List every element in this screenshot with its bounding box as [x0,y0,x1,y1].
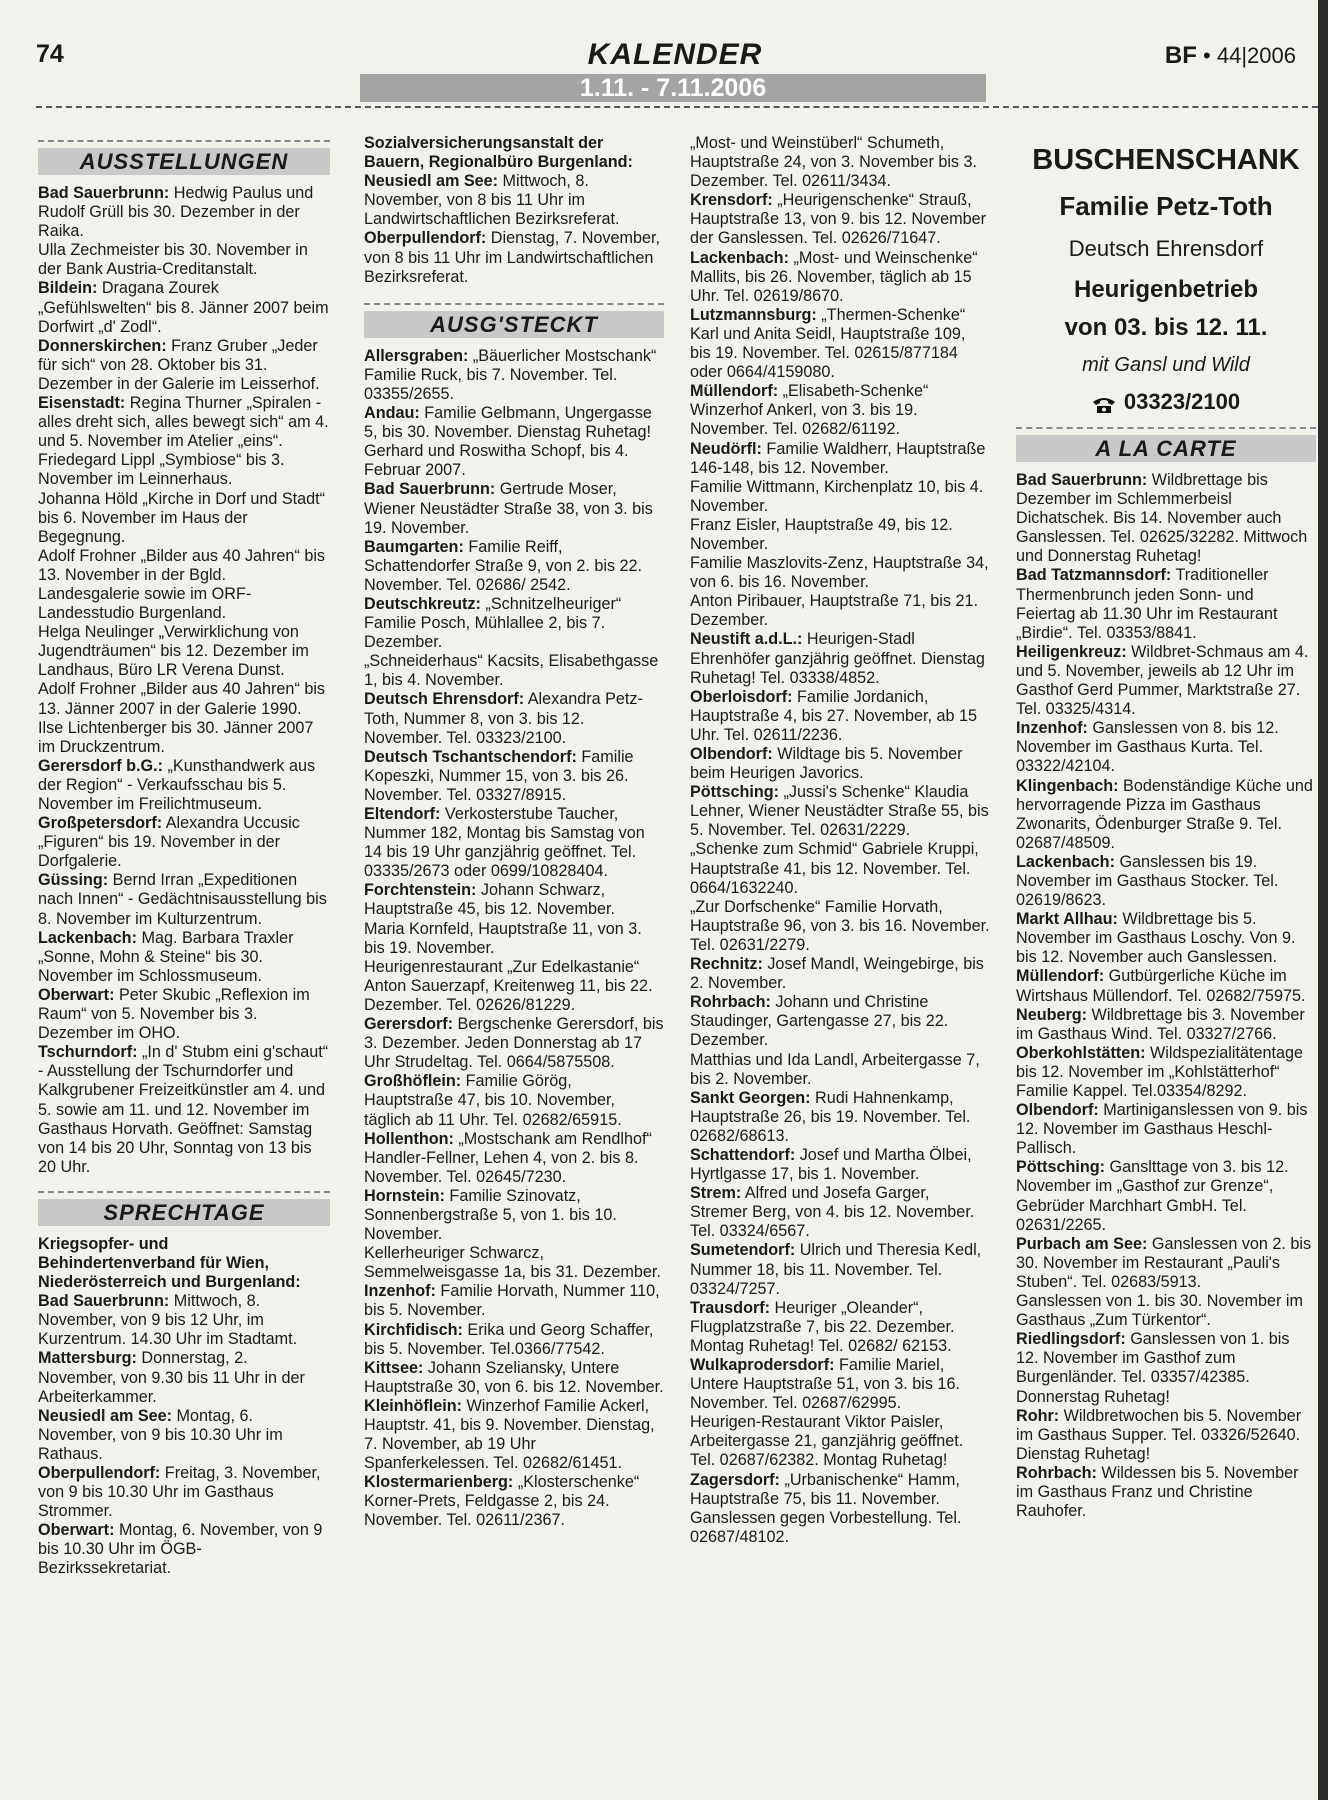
listing-place: Oberpullendorf: [364,229,487,248]
listing-place: Hollenthon: [364,1129,454,1148]
listing-text: Ganslttage von 3. bis 12. November im „Gasthof zur Grenze“, Gebrüder Marchhart GmbH. Tel. 02631/2265. [1016,1158,1289,1234]
listing-entry [364,1321,664,1359]
listing-entry [1016,719,1316,776]
listing-entry [690,630,990,687]
listing-entry [38,394,330,451]
listing-place: Lackenbach: [1016,852,1115,871]
listing-place: Bad Sauerbrunn: [364,480,496,499]
ausstellungen-list [38,184,330,1177]
listing-text: Heurigen-Restaurant Viktor Paisler, Arbeitergasse 21, ganzjährig geöffnet. Tel. 02687/62382. Montag Ruhetag! [690,1413,964,1470]
listing-place: Deutsch Ehrensdorf: [364,690,525,709]
listing-text: Ilse Lichtenberger bis 30. Jänner 2007 im Druckzentrum. [38,718,314,756]
listing-text: Heurigen-Stadl Ehrenhöfer ganzjährig geöffnet. Dienstag Ruhetag! Tel. 03338/4852. [690,630,985,687]
listing-text: Wildessen bis 5. November im Gasthaus Franz und Christine Rauhofer. [1016,1463,1299,1521]
listing-entry [690,955,990,993]
issue-number: • 44|2006 [1203,43,1296,68]
listing-entry [690,783,990,840]
listing-text: Familie Kopeszki, Nummer 15, von 3. bis 26. November. Tel. 03327/8915. [364,747,634,804]
listing-text: Ganslessen von 1. bis 12. November im Gasthof zum Burgenländer. Tel. 03357/42385. Donnerstag Ruhetag! [1016,1330,1290,1406]
buschenschank-ad [1016,144,1316,415]
listing-place: Großpetersdorf: [38,814,163,833]
listing-place: Lackenbach: [38,928,137,947]
listing-place: Allersgraben: [364,346,469,365]
listing-entry [690,516,990,554]
listing-entry [364,1015,664,1072]
header-divider [36,106,1318,108]
sprechtage-org1: Kriegsopfer- und Behindertenverband für Wien, Niederösterreich und Burgenland: [38,1234,301,1292]
listing-place: Lutzmannsburg: [690,305,817,324]
listing-text: Dragana Zourek „Gefühlswelten“ bis 8. Jänner 2007 beim Dorfwirt „d' Zodl“. [38,279,329,336]
listing-place: Kirchfidisch: [364,1320,463,1339]
listing-text: Familie Reiff, Schattendorfer Straße 9, von 2. bis 22. November. Tel. 02686/ 2542. [364,537,643,594]
listing-text: „Most- und Weinschenke“ Mallits, bis 26. November, täglich ab 15 Uhr. Tel. 02619/8670. [690,248,978,305]
publication-name: BF [1164,42,1197,69]
sprechtage-org2: Sozialversicherungsanstalt der Bauern, Regionalbüro Burgenland: [364,134,633,172]
listing-text: Freitag, 3. November, von 9 bis 10.30 Uhr im Gasthaus Strommer. [38,1464,321,1521]
listing-text: Wildbret-Schmaus am 4. und 5. November, jeweils ab 12 Uhr im Gasthof Gerd Pummer, Marktstraße 27. Tel. 03325/4314. [1016,642,1309,719]
listing-place: Oberwart: [38,985,115,1004]
listing-place: Bad Sauerbrunn: [1016,471,1148,489]
listing-text: Bernd Irran „Expeditionen nach Innen“ - Gedächtnisausstellung bis 8. November im Kulturzentrum. [38,871,327,928]
listing-text: „Most- und Weinstüberl“ Schumeth, Hauptstraße 24, von 3. November bis 3. Dezember. Tel. 02611/3434. [690,134,978,191]
listing-entry [690,554,990,592]
listing-entry [1016,1330,1316,1406]
listing-place: Oberpullendorf: [38,1464,161,1482]
listing-place: Pöttsching: [1016,1158,1106,1177]
listing-place: Neudörfl: [690,439,762,458]
listing-text: Ulrich und Theresia Kedl, Nummer 18, bis 11. November. Tel. 03324/7257. [690,1241,982,1298]
listing-entry [38,1292,330,1349]
listing-entry [364,1244,664,1282]
listing-place: Gerersdorf: [364,1015,454,1034]
listing-entry [38,547,330,623]
listing-text: Rudi Hahnenkamp, Hauptstraße 26, bis 19. November. Tel. 02682/68613. [690,1088,971,1145]
column-4 [1016,134,1316,1521]
listing-entry [38,490,330,547]
listing-entry [690,1089,990,1146]
listing-text: „Thermen-Schenke“ Karl und Anita Seidl, Hauptstraße 109, bis 19. November. Tel. 02615/877184 oder 0664/4159080. [690,305,966,382]
ausstellungen-heading: AUSSTELLUNGEN [38,148,330,175]
alacarte-header [1016,427,1316,463]
ad-phone: 03323/2100 [1123,389,1241,414]
listing-place: Bad Tatzmannsdorf: [1016,566,1172,585]
listing-place: Neusiedl am See: [38,1406,173,1425]
listing-entry [690,249,990,306]
sprechtage-list-1 [38,1292,330,1578]
alacarte-heading: A LA CARTE [1016,435,1316,462]
listing-entry [364,538,664,595]
listing-entry [364,881,664,919]
listing-text: Friedegard Lippl „Symbiose“ bis 3. November im Leinnerhaus. [38,451,285,489]
listing-text: „Zur Dorfschenke“ Familie Horvath, Hauptstraße 96, von 3. bis 16. November. Tel. 02631/2279. [690,897,990,954]
column-2 [364,134,664,1531]
listing-entry [364,1359,664,1397]
listing-entry [690,745,990,783]
listing-entry [690,306,990,382]
listing-place: Baumgarten: [364,537,464,556]
listing-entry [364,595,664,652]
listing-place: Müllendorf: [1016,967,1105,986]
ad-family: Familie Petz-Toth [1059,191,1273,221]
listing-text: Maria Kornfeld, Hauptstraße 11, von 3. bis 19. November. [364,919,642,957]
listing-text: „Klosterschenke“ Korner-Prets, Feldgasse 2, bis 24. November. Tel. 02611/2367. [364,1473,640,1530]
page-number: 74 [36,40,64,68]
listing-text: Gutbürgerliche Küche im Wirtshaus Müllendorf. Tel. 02682/75975. [1016,967,1306,1005]
listing-text: Familie Görög, Hauptstraße 47, bis 10. November, täglich ab 11 Uhr. Tel. 02682/65915. [364,1072,622,1129]
telephone-icon [1092,394,1116,412]
listing-place: Wulkaprodersdorf: [690,1356,835,1374]
listing-place: Klingenbach: [1016,776,1119,795]
listing-entry [364,690,664,747]
listing-place: Gerersdorf b.G.: [38,756,164,775]
listing-place: Eisenstadt: [38,394,126,413]
listing-text: Gertrude Moser, Wiener Neustädter Straße 38, von 3. bis 19. November. [364,480,653,537]
listing-text: Johann und Christine Staudinger, Gartengasse 27, bis 22. Dezember. [690,993,949,1050]
listing-text: Ganslessen von 8. bis 12. November im Gasthaus Kurta. Tel. 03322/42104. [1016,719,1279,776]
ausgsteckt-header [364,303,664,339]
listing-entry [1016,967,1316,1005]
listing-text: Regina Thurner „Spiralen - alles dreht sich, alles bewegt sich“ am 4. und 5. November im Atelier „eins“. [38,394,329,451]
section-title: KALENDER [587,38,763,71]
listing-text: „Schenke zum Schmid“ Gabriele Kruppi, Hauptstraße 41, bis 12. November. Tel. 0664/1632240. [690,840,979,897]
listing-text: „Schnitzelheuriger“ Familie Posch, Mühlallee 2, bis 7. Dezember. [364,594,622,652]
listing-entry [38,1521,330,1578]
listing-text: Heurigenrestaurant „Zur Edelkastanie“ Anton Sauerzapf, Kreitenweg 11, bis 22. Dezember. Tel. 02626/81229. [364,957,653,1014]
issue-info [1165,42,1296,70]
listing-place: Sankt Georgen: [690,1088,811,1107]
listing-entry [690,478,990,516]
listing-entry [38,184,330,241]
listing-entry [38,680,330,718]
listing-entry [1016,643,1316,719]
listing-entry [364,1397,664,1473]
listing-place: Deutsch Tschantschendorf: [364,747,577,766]
listing-text: „In d' Stubm eini g'schaut“ - Ausstellung der Tschurndorfer und Kalkgrubener Freizeitkünstler am 4. und 5. sowie am 11. und 12. November im Gasthaus Horvath. Geöffnet: Samstag von 14 bis 20 Uhr, Sonntag von 13 bis 20 Uhr. [38,1043,329,1176]
ausstellungen-header [38,140,330,176]
listing-place: Kleinhöflein: [364,1396,463,1415]
listing-text: Dienstag, 7. November, von 8 bis 11 Uhr im Landwirtschaftlichen Bezirksreferat. [364,229,660,286]
listing-place: Lackenbach: [690,248,789,267]
listing-place: Sumetendorf: [690,1241,796,1260]
listing-place: Tschurndorf: [38,1043,138,1062]
listing-entry [364,442,664,480]
ad-place: Deutsch Ehrensdorf [1068,236,1264,261]
listing-entry [38,337,330,394]
listing-text: Martiniganslessen von 9. bis 12. November im Gasthaus Heschl-Pallisch. [1016,1101,1308,1158]
listing-entry [364,1072,664,1129]
listing-text: Ganslessen von 1. bis 30. November im Gasthaus „Zum Türkentor“. [1016,1292,1304,1330]
listing-place: Schattendorf: [690,1145,796,1164]
listing-text: Traditioneller Thermenbrunch jeden Sonn- und Feiertag ab 11.30 Uhr im Restaurant „Birdie“. Tel. 03353/8841. [1016,566,1278,642]
sprechtage-header [38,1191,330,1227]
listing-place: Bildein: [38,279,98,298]
listing-text: Gerhard und Roswitha Schopf, bis 4. Februar 2007. [364,442,629,480]
ausgsteckt-list-1 [364,347,664,1531]
listing-entry [690,688,990,745]
listing-entry [690,440,990,478]
ad-tagline: mit Gansl und Wild [1082,354,1250,376]
listing-text: Alfred und Josefa Garger, Stremer Berg, von 4. bis 12. November. Tel. 03324/6567. [690,1184,975,1241]
listing-place: Klostermarienberg: [364,1473,514,1492]
listing-text: Winzerhof Familie Ackerl, Hauptstr. 41, bis 9. November. Dienstag, 7. November, ab 19 Uhr Spanferkelessen. Tel. 02682/61451. [364,1396,655,1473]
listing-entry [690,1299,990,1356]
listing-text: „Elisabeth-Schenke“ Winzerhof Ankerl, von 3. bis 19. November. Tel. 02682/61192. [690,382,929,439]
listing-place: Müllendorf: [690,382,779,401]
listing-entry [38,871,330,928]
listing-entry [364,480,664,537]
ausgsteckt-heading: AUSG'STECKT [364,311,664,338]
date-range: 1.11. - 7.11.2006 [360,74,986,102]
page-edge [1318,0,1328,1800]
listing-entry [38,279,330,336]
listing-text: Mittwoch, 8. November, von 8 bis 11 Uhr im Landwirtschaftlichen Bezirksreferat. [364,172,620,229]
listing-entry [38,1349,330,1406]
listing-place: Pöttsching: [690,783,780,802]
listing-entry [690,1356,990,1413]
listing-place: Güssing: [38,871,109,890]
listing-text: Anton Piribauer, Hauptstraße 71, bis 21. Dezember. [690,592,978,630]
listing-place: Inzenhof: [1016,719,1088,738]
listing-text: Josef Mandl, Weingebirge, bis 2. November. [690,955,984,993]
listing-entry [690,1241,990,1298]
listing-entry [690,592,990,630]
listing-text: Familie Waldherr, Hauptstraße 146-148, bis 12. November. [690,439,986,477]
listing-text: Mag. Barbara Traxler „Sonne, Mohn & Steine“ bis 30. November im Schlossmuseum. [38,928,294,985]
listing-text: Johanna Höld „Kirche in Dorf und Stadt“ bis 6. November im Haus der Begegnung. [38,489,326,546]
sprechtage-heading: SPRECHTAGE [38,1199,330,1226]
listing-entry [1016,910,1316,967]
listing-place: Deutschkreutz: [364,594,481,613]
listing-text: Familie Maszlovits-Zenz, Hauptstraße 34, von 6. bis 16. November. [690,554,989,592]
ad-type: Heurigenbetrieb [1073,276,1259,303]
listing-entry [690,1146,990,1184]
listing-text: „Bäuerlicher Mostschank“ Familie Ruck, bis 7. November. Tel. 03355/2655. [364,346,657,403]
listing-entry [1016,1464,1316,1521]
listing-entry [690,382,990,439]
listing-place: Rohrbach: [690,993,771,1012]
listing-text: Erika und Georg Schaffer, bis 5. November. Tel.0366/77542. [364,1320,654,1358]
listing-text: Josef und Martha Ölbei, Hyrtlgasse 17, bis 1. November. [690,1145,972,1184]
alacarte-list [1016,471,1316,1521]
listing-entry [690,1471,990,1547]
listing-entry [38,241,330,279]
listing-text: Donnerstag, 2. November, von 9.30 bis 11 Uhr in der Arbeiterkammer. [38,1349,305,1406]
listing-entry [364,920,664,958]
listing-entry [38,1464,330,1521]
listing-text: Johann Schwarz, Hauptstraße 45, bis 12. November. [364,881,616,919]
listing-text: „Urbanischenke“ Hamm, Hauptstraße 75, bis 11. November. Ganslessen gegen Vorbestellung. Tel. 02687/48102. [690,1470,962,1546]
listing-place: Bad Sauerbrunn: [38,184,170,202]
listing-entry [1016,1235,1316,1292]
listing-place: Zagersdorf: [690,1470,780,1489]
listing-text: „Jussi's Schenke“ Klaudia Lehner, Wiener Neustädter Straße 55, bis 5. November. Tel. 02631/2229. [690,783,989,840]
listing-entry [1016,1044,1316,1101]
listing-text: Adolf Frohner „Bilder aus 40 Jahren“ bis 13. Jänner 2007 in der Galerie 1990. [38,680,326,718]
listing-text: Familie Szinovatz, Sonnenbergstraße 5, von 1. bis 10. November. [364,1186,617,1244]
listing-text: Franz Eisler, Hauptstraße 49, bis 12. November. [690,515,953,553]
listing-place: Bad Sauerbrunn: [38,1292,170,1311]
listing-entry [38,1043,330,1177]
listing-text: Familie Mariel, Untere Hauptstraße 51, von 3. bis 16. November. Tel. 02687/62995. [690,1356,960,1413]
listing-entry [1016,1101,1316,1158]
listing-entry [364,229,664,286]
listing-place: Mattersburg: [38,1349,137,1368]
ad-dates: von 03. bis 12. 11. [1064,314,1268,341]
listing-text: Wildbrettage bis Dezember im Schlemmerbeisl Dichatschek. Bis 14. November auch Ganslessen. Tel. 02625/32282. Mittwoch und Donnerstag Ruhetag! [1016,471,1308,566]
listing-place: Trausdorf: [690,1298,771,1317]
listing-text: Helga Neulinger „Verwirklichung von Jugendträumen“ bis 12. Dezember im Landhaus, Büro LR Verena Dunst. [38,623,309,680]
listing-text: Verkosterstube Taucher, Nummer 182, Montag bis Samstag von 14 bis 19 Uhr ganzjährig geöffnet. Tel. 03335/2673 oder 0699/10828404. [364,805,645,881]
listing-text: Kellerheuriger Schwarcz, Semmelweisgasse 1a, bis 31. Dezember. [364,1244,661,1282]
column-1 [38,134,330,1579]
listing-place: Neuberg: [1016,1005,1088,1024]
listing-entry [364,805,664,881]
listing-entry [690,1413,990,1470]
listing-text: Matthias und Ida Landl, Arbeitergasse 7, bis 2. November. [690,1050,980,1088]
listing-entry [364,1282,664,1320]
listing-place: Krensdorf: [690,191,773,210]
listing-text: Heuriger „Oleander“, Flugplatzstraße 7, bis 22. Dezember. Montag Ruhetag! Tel. 02682/ 62153. [690,1298,955,1355]
listing-place: Oberwart: [38,1521,115,1540]
listing-text: „Kunsthandwerk aus der Region“ - Verkaufsschau bis 5. November im Freilichtmuseum. [38,756,316,813]
listing-text: Bergschenke Gerersdorf, bis 3. Dezember. Jeden Donnerstag ab 17 Uhr Strudeltag. Tel. 0664/5875508. [364,1015,664,1072]
listing-entry [364,172,664,229]
listing-entry [1016,1292,1316,1330]
listing-entry [364,1473,664,1530]
listing-place: Inzenhof: [364,1282,436,1301]
listing-text: „Mostschank am Rendlhof“ Handler-Fellner, Lehen 4, von 2. bis 8. November. Tel. 02645/7230. [364,1129,652,1186]
listing-entry [364,748,664,805]
listing-entry [364,347,664,404]
listing-text: Bodenständige Küche und hervorragende Pizza im Gasthaus Zwonarits, Ödenburger Straße 9. Tel. 02687/48509. [1016,776,1313,852]
listing-place: Riedlingsdorf: [1016,1330,1126,1349]
listing-entry [690,898,990,955]
listing-place: Donnerskirchen: [38,336,167,355]
listing-text: Adolf Frohner „Bilder aus 40 Jahren“ bis 13. November in der Bgld. Landesgalerie sowie im ORF-Landesstudio Burgenland. [38,546,326,623]
listing-text: Franz Gruber „Jeder für sich“ von 28. Oktober bis 31. Dezember in der Galerie im Leisserhof. [38,336,320,393]
listing-entry [1016,471,1316,566]
listing-place: Hornstein: [364,1186,445,1205]
listing-place: Oberloisdorf: [690,687,793,706]
listing-entry [1016,1407,1316,1464]
column-3 [690,134,990,1547]
listing-place: Andau: [364,404,420,423]
listing-place: Rohr: [1016,1406,1060,1425]
listing-entry [690,1184,990,1241]
listing-entry [38,757,330,814]
listing-entry [364,958,664,1015]
listing-place: Neustift a.d.L.: [690,630,803,649]
listing-text: Alexandra Petz-Toth, Nummer 8, von 3. bis 12. November. Tel. 03323/2100. [364,690,643,747]
listing-place: Heiligenkreuz: [1016,642,1127,661]
listing-place: Rechnitz: [690,955,763,974]
listing-text: Wildspezialitätentage bis 12. November im „Kohlstätterhof“ Familie Kappel. Tel.03354/8292. [1016,1043,1303,1100]
listing-entry [690,1051,990,1089]
listing-place: Olbendorf: [1016,1101,1099,1120]
listing-text: Familie Horvath, Nummer 110, bis 5. November. [364,1282,660,1320]
listing-text: Familie Gelbmann, Ungergasse 5, bis 30. November. Dienstag Ruhetag! [364,404,652,442]
listing-entry [364,652,664,690]
listing-text: Montag, 6. November, von 9 bis 10.30 Uhr im Rathaus. [38,1406,283,1463]
listing-entry [38,623,330,680]
listing-text: Familie Jordanich, Hauptstraße 4, bis 27. November, ab 15 Uhr. Tel. 02611/2236. [690,687,978,744]
listing-entry [364,404,664,442]
listing-text: Alexandra Uccusic „Figuren“ bis 19. November in der Dorfgalerie. [38,814,300,871]
listing-text: Hedwig Paulus und Rudolf Grüll bis 30. Dezember in der Raika. [38,184,314,241]
listing-place: Kittsee: [364,1358,424,1377]
listing-entry [38,814,330,871]
listing-place: Neusiedl am See: [364,172,499,191]
listing-place: Eltendorf: [364,805,441,823]
listing-text: „Schneiderhaus“ Kacsits, Elisabethgasse 1, bis 4. November. [364,652,659,690]
listing-text: Familie Wittmann, Kirchenplatz 10, bis 4. November. [690,477,984,515]
listing-entry [690,840,990,897]
listing-place: Rohrbach: [1016,1463,1097,1482]
listing-entry [364,1130,664,1187]
listing-text: Wildbretwochen bis 5. November im Gasthaus Supper. Tel. 03326/52640. Dienstag Ruhetag! [1016,1406,1302,1463]
listing-text: Wildbrettage bis 5. November im Gasthaus Loschy. Von 9. bis 12. November auch Ganslessen. [1016,910,1296,967]
listing-entry [364,1187,664,1244]
listing-entry [1016,1158,1316,1234]
listing-text: Mittwoch, 8. November, von 9 bis 12 Uhr, im Kurzentrum. 14.30 Uhr im Stadtamt. [38,1292,298,1349]
listing-place: Strem: [690,1184,742,1203]
listing-entry [38,719,330,757]
listing-entry [38,929,330,986]
listing-entry [38,451,330,489]
listing-entry [1016,1006,1316,1044]
listing-text: Wildbrettage bis 3. November im Gasthaus Wind. Tel. 03327/2766. [1016,1005,1305,1043]
sprechtage-list-2 [364,172,664,287]
listing-entry [38,1407,330,1464]
listing-entry [1016,566,1316,642]
listing-entry [690,134,990,191]
listing-text: Ulla Zechmeister bis 30. November in der Bank Austria-Creditanstalt. [38,241,308,279]
listing-text: Peter Skubic „Reflexion im Raum“ von 5. November bis 3. Dezember im OHO. [38,985,310,1043]
listing-place: Großhöflein: [364,1072,462,1091]
listing-entry [690,191,990,248]
ad-phone-line [1016,389,1316,415]
listing-text: Johann Szeliansky, Untere Hauptstraße 30, von 6. bis 12. November. [364,1358,664,1396]
listing-place: Purbach am See: [1016,1234,1148,1253]
listing-place: Forchtenstein: [364,881,477,900]
listing-entry [1016,853,1316,910]
listing-text: „Heurigenschenke“ Strauß, Hauptstraße 13, von 9. bis 12. November der Ganslessen. Tel. 02626/71647. [690,191,987,248]
listing-place: Olbendorf: [690,745,773,763]
listing-place: Markt Allhau: [1016,910,1118,929]
listing-entry [690,993,990,1050]
listing-entry [1016,777,1316,853]
listing-entry [38,986,330,1043]
ausgsteckt-list-2 [690,134,990,1547]
listing-text: Wildtage bis 5. November beim Heurigen Javorics. [690,745,963,783]
listing-text: Ganslessen bis 19. November im Gasthaus Stocker. Tel. 02619/8623. [1016,852,1279,910]
listing-place: Oberkohlstätten: [1016,1043,1146,1062]
listing-text: Montag, 6. November, von 9 bis 10.30 Uhr im ÖGB-Bezirkssekretariat. [38,1521,323,1578]
listing-text: Ganslessen von 2. bis 30. November im Restaurant „Pauli's Stuben“. Tel. 02683/5913. [1016,1234,1312,1291]
ad-title: BUSCHENSCHANK [1032,144,1300,176]
